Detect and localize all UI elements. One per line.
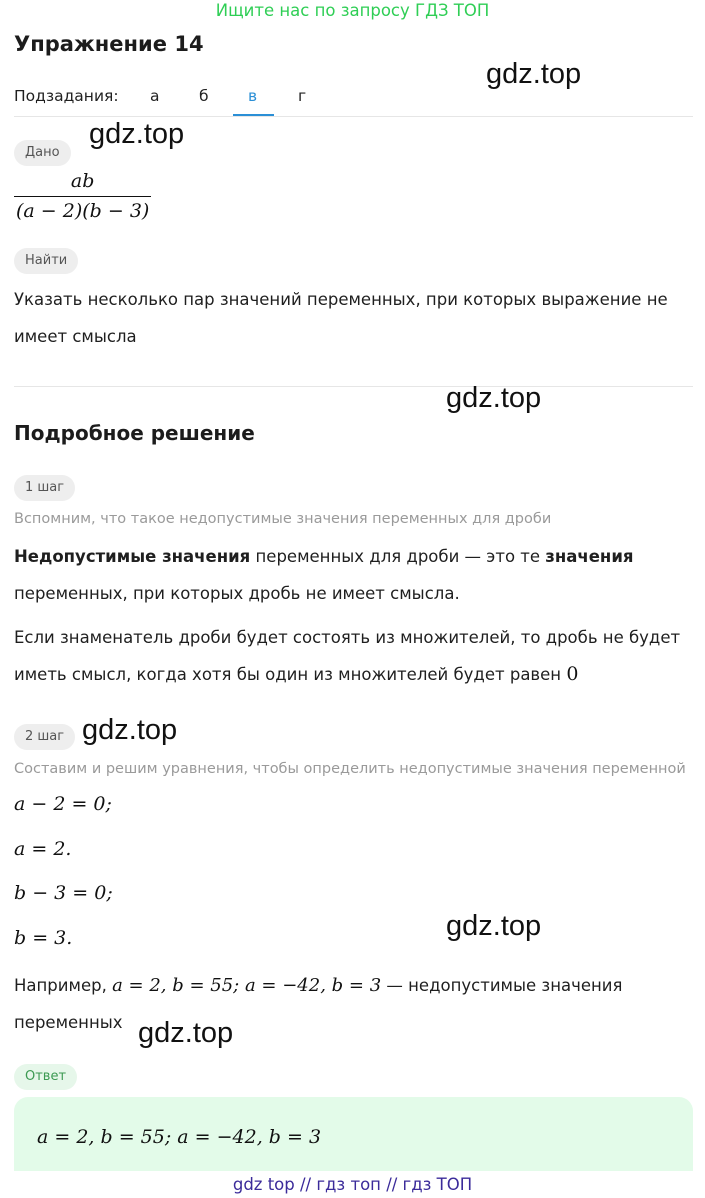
subtask-tab-v[interactable]: в xyxy=(248,87,258,105)
subtask-tab-a[interactable]: а xyxy=(150,87,160,105)
find-chip: Найти xyxy=(14,248,78,274)
divider xyxy=(14,116,693,117)
given-chip: Дано xyxy=(14,140,71,166)
equation-4: b = 3. xyxy=(14,927,73,949)
fraction-denominator: (a − 2)(b − 3) xyxy=(16,200,150,222)
step1-chip: 1 шаг xyxy=(14,475,75,501)
step2-chip: 2 шаг xyxy=(14,724,75,750)
subtask-tab-b[interactable]: б xyxy=(199,87,209,105)
watermark: gdz.top xyxy=(89,118,185,150)
subtasks-label: Подзадания: xyxy=(14,87,119,105)
text-span: — недопустимые значения переменных xyxy=(14,976,623,1032)
answer-chip: Ответ xyxy=(14,1064,77,1090)
find-text: Указать несколько пар значений переменных, при которых выражение не имеет смысла xyxy=(14,290,668,346)
step1-paragraph1 xyxy=(14,538,694,612)
watermark: gdz.top xyxy=(486,58,582,90)
zero-value: 0 xyxy=(566,663,579,685)
equation-1: a − 2 = 0; xyxy=(14,793,112,815)
step1-paragraph2 xyxy=(14,619,694,693)
fraction-numerator: ab xyxy=(70,170,95,192)
watermark: gdz.top xyxy=(446,910,542,942)
given-fraction xyxy=(14,170,151,222)
page-title: Упражнение 14 xyxy=(14,32,204,56)
solution-heading: Подробное решение xyxy=(14,421,255,445)
text-span: Если знаменатель дроби будет состоять из множителей, то дробь не будет иметь смысл, когда хотя бы один из множителей будет равен xyxy=(14,628,681,684)
equation-3: b − 3 = 0; xyxy=(14,882,113,904)
text-span: Например, xyxy=(14,976,113,995)
subtask-tab-g[interactable]: г xyxy=(298,87,307,105)
example-paragraph xyxy=(14,967,694,1041)
text-span: переменных для дроби — это те xyxy=(250,547,546,566)
step1-hint: Вспомним, что такое недопустимые значения переменных для дроби xyxy=(14,511,552,527)
watermark: gdz.top xyxy=(446,382,542,414)
divider xyxy=(14,386,693,387)
step2-hint: Составим и решим уравнения, чтобы определить недопустимые значения переменной xyxy=(14,761,686,777)
equation-2: a = 2. xyxy=(14,838,72,860)
example-math: a = 2, b = 55; a = −42, b = 3 xyxy=(112,975,382,996)
text-span: переменных, при которых дробь не имеет смысла. xyxy=(14,584,460,603)
footer: gdz top // гдз топ // гдз ТОП xyxy=(0,1171,705,1198)
watermark: gdz.top xyxy=(82,714,178,746)
answer-math: a = 2, b = 55; a = −42, b = 3 xyxy=(37,1126,322,1148)
watermark: gdz.top xyxy=(138,1017,234,1049)
bold-term: значения xyxy=(545,547,634,566)
top-banner: Ищите нас по запросу ГДЗ ТОП xyxy=(215,1,490,20)
bold-term: Недопустимые значения xyxy=(14,547,251,566)
